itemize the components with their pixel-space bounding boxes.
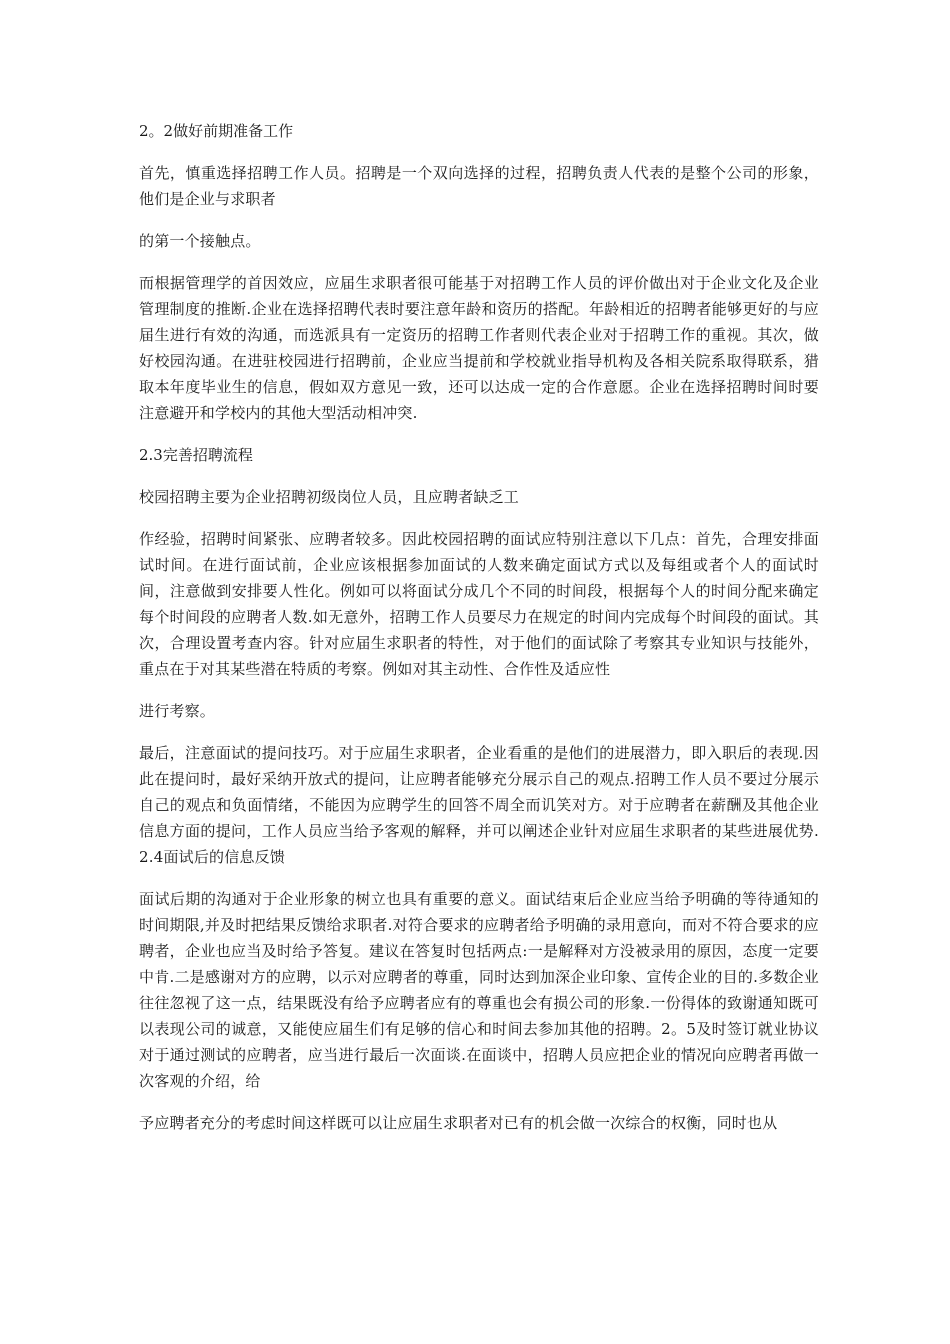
paragraph: 作经验，招聘时间紧张、应聘者较多。因此校园招聘的面试应特别注意以下几点：首先，合理安排面试时间。在进行面试前，企业应该根据参加面试的人数来确定面试方式以及每组或者个人的面试时间，注意做到安排要人性化。例如可以将面试分成几个不同的时间段，根据每个人的时间分配来确定每个时间段的应聘者人数.如无意外，招聘工作人员要尽力在规定的时间内完成每个时间段的面试。其次，合理设置考查内容。针对应届生求职者的特性，对于他们的面试除了考察其专业知识与技能外，重点在于对其某些潜在特质的考察。例如对其主动性、合作性及适应性 — [139, 530, 819, 678]
section-heading-2-2: 2。2做好前期准备工作 — [139, 122, 294, 140]
paragraph: 进行考察。 — [139, 702, 216, 720]
paragraph: 首先，慎重选择招聘工作人员。招聘是一个双向选择的过程，招聘负责人代表的是整个公司的形象，他们是企业与求职者 — [139, 164, 819, 208]
paragraph: 而根据管理学的首因效应，应届生求职者很可能基于对招聘工作人员的评价做出对于企业文化及企业管理制度的推断.企业在选择招聘代表时要注意年龄和资历的搭配。年龄相近的招聘者能够更好的与应届生进行有效的沟通，而选派具有一定资历的招聘工作者则代表企业对于招聘工作的重视。其次，做好校园沟通。在进驻校园进行招聘前，企业应当提前和学校就业指导机构及各相关院系取得联系，猎取本年度毕业生的信息，假如双方意见一致，还可以达成一定的合作意愿。企业在选择招聘时间时要注意避开和学校内的其他大型活动相冲突. — [139, 274, 819, 422]
paragraph: 校园招聘主要为企业招聘初级岗位人员，且应聘者缺乏工 — [139, 488, 520, 506]
section-heading-2-3: 2.3完善招聘流程 — [139, 446, 253, 464]
document-page — [139, 118, 819, 1152]
paragraph: 最后，注意面试的提问技巧。对于应届生求职者，企业看重的是他们的进展潜力，即入职后的表现.因此在提问时，最好采纳开放式的提问，让应聘者能够充分展示自己的观点.招聘工作人员不要过分展示自己的观点和负面情绪，不能因为应聘学生的回答不周全而讥笑对方。对于应聘者在薪酬及其他企业信息方面的提问，工作人员应当给予客观的解释，并可以阐述企业针对应届生求职者的某些进展优势.2.4面试后的信息反馈 — [139, 744, 819, 866]
paragraph: 予应聘者充分的考虑时间这样既可以让应届生求职者对已有的机会做一次综合的权衡，同时也从 — [139, 1114, 778, 1132]
paragraph: 的第一个接触点。 — [139, 232, 261, 250]
paragraph: 面试后期的沟通对于企业形象的树立也具有重要的意义。面试结束后企业应当给予明确的等待通知的时间期限,并及时把结果反馈给求职者.对符合要求的应聘者给予明确的录用意向，而对不符合要求的应聘者，企业也应当及时给予答复。建议在答复时包括两点:一是解释对方没被录用的原因，态度一定要中肯.二是感谢对方的应聘，以示对应聘者的尊重，同时达到加深企业印象、宣传企业的目的.多数企业往往忽视了这一点，结果既没有给予应聘者应有的尊重也会有损公司的形象.一份得体的致谢通知既可以表现公司的诚意，又能使应届生们有足够的信心和时间去参加其他的招聘。2。5及时签订就业协议对于通过测试的应聘者，应当进行最后一次面谈.在面谈中，招聘人员应把企业的情况向应聘者再做一次客观的介绍，给 — [139, 890, 819, 1090]
